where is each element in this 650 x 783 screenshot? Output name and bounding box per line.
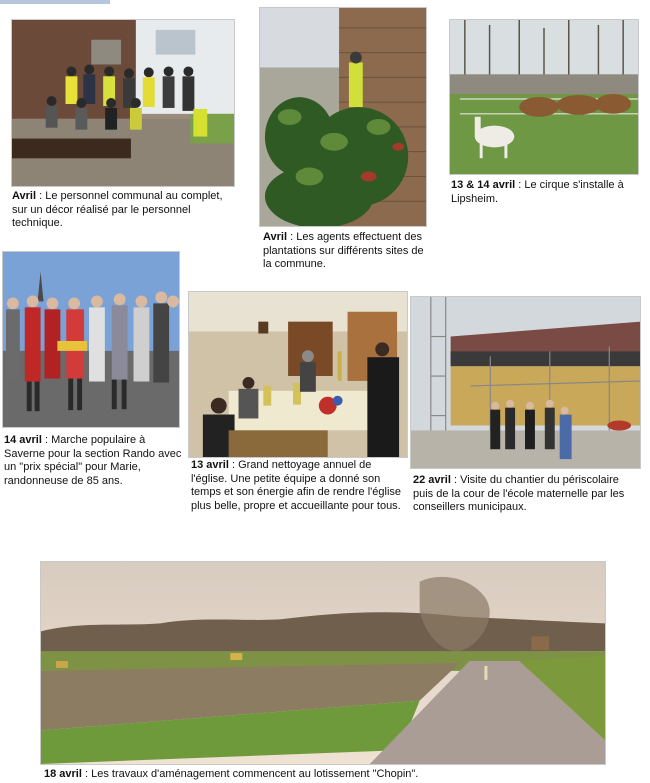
caption-eglise: 13 avril : Grand nettoyage annuel de l'église. Une petite équipe a donné son temps et son énergie afin de rendre l'église plus belle, propre et accueillante pour tous. [191, 459, 402, 512]
circus-animals-photo [449, 19, 639, 175]
construction-site-photo [410, 296, 641, 469]
caption-cirque: 13 & 14 avril : Le cirque s'installe à Lipsheim. [451, 179, 624, 205]
caption-personnel: Avril : Le personnel communal au complet, sur un décor réalisé par le personnel technique. [12, 190, 223, 229]
caption-chopin: 18 avril : Les travaux d'aménagement commencent au lotissement "Chopin". [44, 768, 419, 780]
church-cleaning-photo [188, 291, 408, 458]
field-road-photo [40, 561, 606, 765]
caption-plantations: Avril : Les agents effectuent des plantations sur différents sites de la commune. [263, 231, 424, 270]
hikers-group-photo [2, 251, 180, 428]
planting-photo [259, 7, 427, 227]
caption-periscolaire: 22 avril : Visite du chantier du périscolaire puis de la cour de l'école maternelle par les conseillers municipaux. [413, 474, 625, 513]
caption-marche: 14 avril : Marche populaire à Saverne pour la section Rando avec un "prix spécial" pour Marie, randonneuse de 85 ans. [4, 434, 182, 487]
top-accent-bar [0, 0, 110, 4]
staff-group-photo [11, 19, 235, 187]
